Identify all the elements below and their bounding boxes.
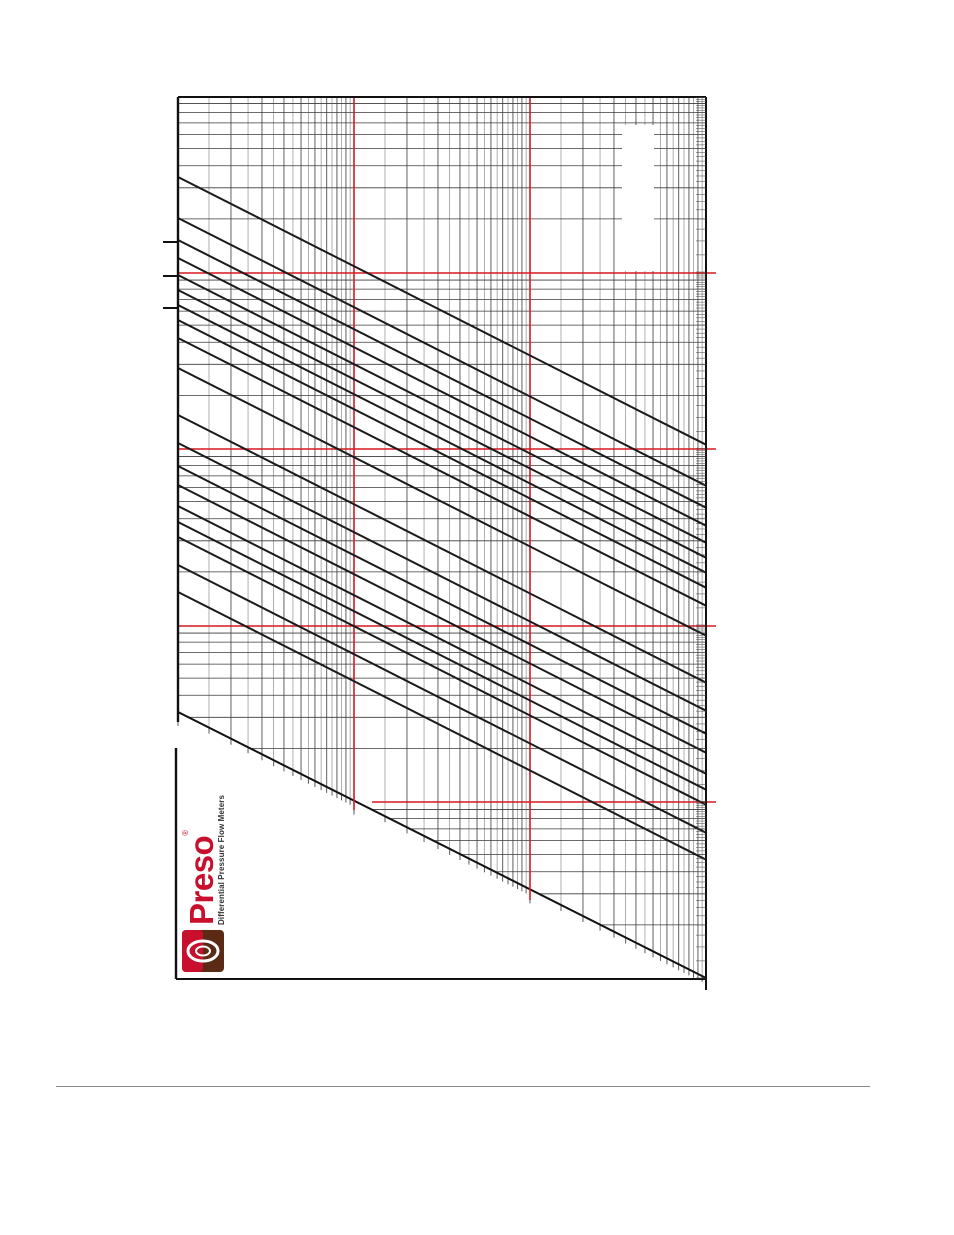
- label-slot: [622, 125, 654, 271]
- flow-curve: [178, 466, 706, 734]
- preso-logo-icon: [182, 930, 224, 972]
- brand-tagline: Differential Pressure Flow Meters: [217, 794, 226, 925]
- flow-curve: [178, 320, 706, 588]
- brand-name: Preso: [183, 835, 220, 925]
- footer-divider: [56, 1086, 870, 1087]
- registered-mark: ®: [181, 829, 190, 836]
- flow-curve: [178, 305, 706, 573]
- brand-wordmark: [181, 794, 226, 925]
- flow-curve: [178, 290, 706, 558]
- flow-curve: [178, 258, 706, 526]
- flow-curve: [178, 338, 706, 606]
- flow-curve: [178, 485, 706, 753]
- flow-curve: [178, 565, 706, 833]
- flow-curve: [178, 506, 706, 774]
- flow-curve: [178, 522, 706, 790]
- flow-curve: [178, 415, 706, 683]
